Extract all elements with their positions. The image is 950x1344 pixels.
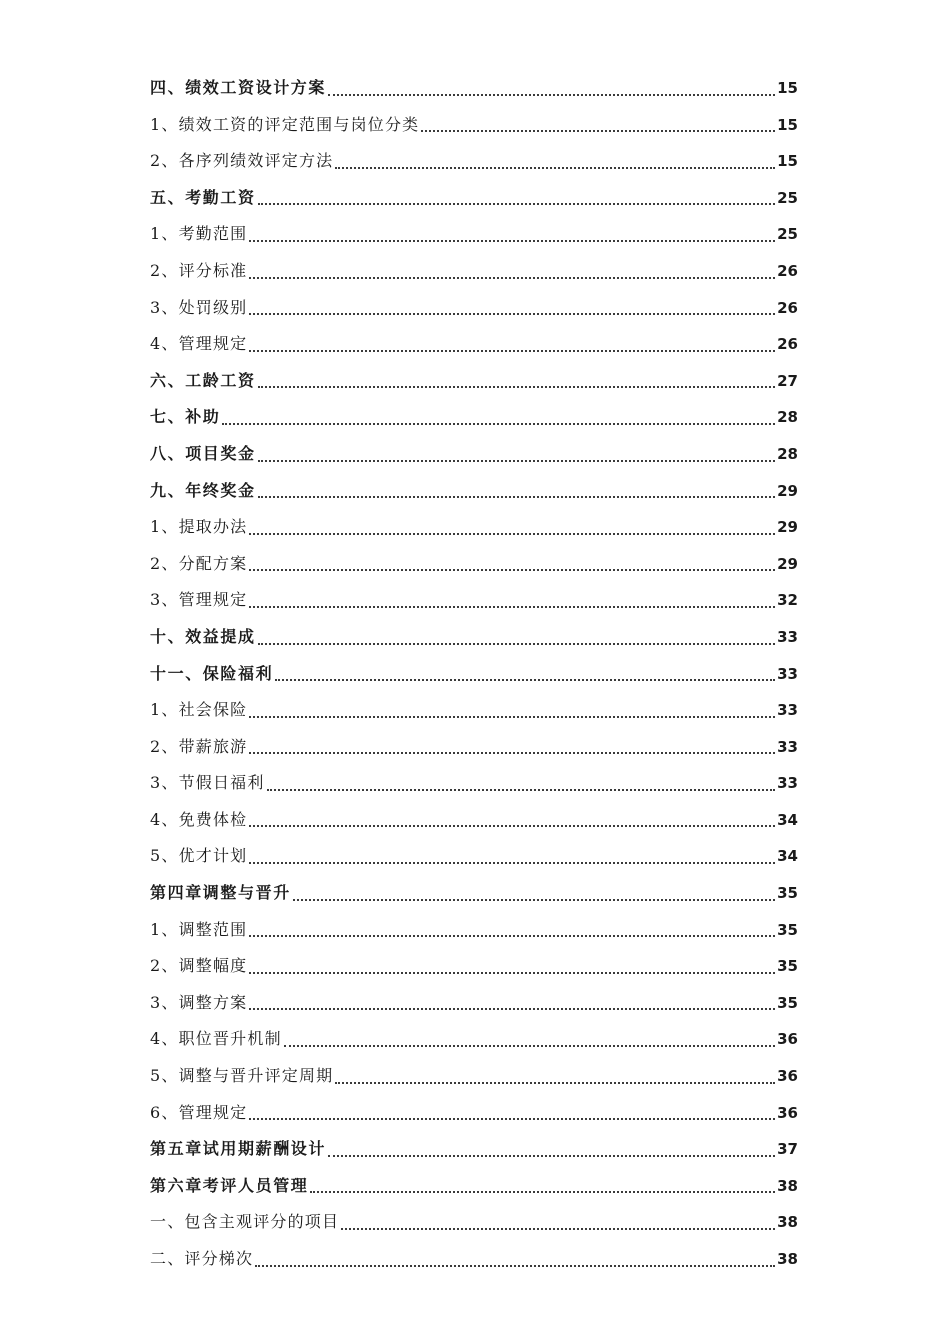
toc-entry-label: 2、各序列绩效评定方法 (150, 151, 334, 171)
toc-dot-leader (249, 533, 775, 535)
toc-entry-page-number: 34 (777, 810, 798, 829)
toc-entry-page-number: 35 (777, 993, 798, 1012)
toc-dot-leader (335, 1082, 775, 1084)
toc-entry-label: 五、考勤工资 (150, 187, 256, 207)
toc-entry-label: 2、评分标准 (150, 260, 248, 280)
toc-entry-label: 6、管理规定 (150, 1102, 248, 1122)
toc-dot-leader (249, 935, 775, 937)
toc-entry-label: 七、补助 (150, 407, 221, 427)
toc-entry-page-number: 33 (777, 774, 798, 793)
toc-dot-leader (249, 716, 775, 718)
toc-dot-leader (249, 313, 775, 315)
toc-entry-label: 3、管理规定 (150, 590, 248, 610)
toc-dot-leader (258, 460, 776, 462)
toc-entry-page-number: 36 (777, 1030, 798, 1049)
toc-entry-page-number: 38 (777, 1213, 798, 1232)
toc-dot-leader (328, 1155, 775, 1157)
toc-entry[interactable] (150, 1021, 798, 1058)
toc-entry-label: 六、工龄工资 (150, 370, 256, 390)
toc-entry[interactable] (150, 1168, 798, 1205)
toc-entry-label: 2、调整幅度 (150, 956, 248, 976)
toc-entry[interactable] (150, 107, 798, 144)
toc-entry-label: 5、调整与晋升评定周期 (150, 1066, 334, 1086)
toc-entry-page-number: 32 (777, 591, 798, 610)
toc-entry-page-number: 38 (777, 1176, 798, 1195)
toc-dot-leader (267, 789, 776, 791)
toc-entry-label: 1、社会保险 (150, 700, 248, 720)
toc-entry-label: 1、提取办法 (150, 517, 248, 537)
toc-entry-label: 一、包含主观评分的项目 (150, 1212, 340, 1232)
toc-entry[interactable] (150, 1058, 798, 1095)
toc-entry-page-number: 25 (777, 188, 798, 207)
toc-entry-label: 1、考勤范围 (150, 224, 248, 244)
toc-entry-label: 1、调整范围 (150, 919, 248, 939)
toc-entry[interactable] (150, 216, 798, 253)
toc-entry-label: 九、年终奖金 (150, 480, 256, 500)
toc-entry[interactable] (150, 473, 798, 510)
toc-entry-page-number: 33 (777, 627, 798, 646)
toc-entry[interactable] (150, 546, 798, 583)
toc-dot-leader (341, 1228, 775, 1230)
toc-entry[interactable] (150, 326, 798, 363)
toc-entry-page-number: 29 (777, 518, 798, 537)
toc-entry-label: 5、优才计划 (150, 846, 248, 866)
toc-entry-page-number: 26 (777, 335, 798, 354)
toc-entry-page-number: 15 (777, 79, 798, 97)
toc-entry-page-number: 35 (777, 920, 798, 939)
toc-entry[interactable] (150, 912, 798, 949)
toc-dot-leader (335, 167, 775, 169)
toc-dot-leader (421, 130, 775, 132)
toc-entry-label: 十、效益提成 (150, 626, 256, 646)
toc-entry-label: 1、绩效工资的评定范围与岗位分类 (150, 114, 420, 134)
toc-dot-leader (249, 277, 775, 279)
toc-dot-leader (275, 679, 775, 681)
toc-dot-leader (258, 203, 776, 205)
toc-entry[interactable] (150, 1095, 798, 1132)
toc-entry-label: 2、带薪旅游 (150, 736, 248, 756)
toc-entry-page-number: 29 (777, 554, 798, 573)
toc-entry-label: 4、职位晋升机制 (150, 1029, 282, 1049)
toc-entry-label: 第四章调整与晋升 (150, 883, 291, 903)
toc-dot-leader (249, 825, 775, 827)
toc-entry-label: 3、处罚级别 (150, 297, 248, 317)
toc-entry[interactable] (150, 692, 798, 729)
toc-entry-page-number: 33 (777, 737, 798, 756)
toc-entry-label: 四、绩效工资设计方案 (150, 78, 327, 97)
table-of-contents (150, 70, 798, 1278)
toc-entry-page-number: 38 (777, 1250, 798, 1268)
toc-dot-leader (328, 94, 775, 96)
toc-entry[interactable] (150, 765, 798, 802)
toc-entry[interactable] (150, 180, 798, 217)
toc-dot-leader (310, 1191, 775, 1193)
toc-entry[interactable] (150, 985, 798, 1022)
toc-entry[interactable] (150, 729, 798, 766)
toc-entry[interactable] (150, 656, 798, 693)
toc-entry-page-number: 28 (777, 444, 798, 463)
toc-entry-label: 二、评分梯次 (150, 1249, 254, 1268)
toc-dot-leader (249, 1118, 775, 1120)
toc-entry-page-number: 33 (777, 701, 798, 720)
toc-dot-leader (258, 386, 776, 388)
toc-dot-leader (249, 350, 775, 352)
toc-entry-page-number: 29 (777, 481, 798, 500)
toc-dot-leader (222, 423, 775, 425)
toc-entry-page-number: 34 (777, 847, 798, 866)
toc-entry-page-number: 35 (777, 957, 798, 976)
toc-entry-page-number: 26 (777, 261, 798, 280)
toc-entry[interactable] (150, 1204, 798, 1241)
toc-entry-page-number: 35 (777, 884, 798, 903)
toc-entry-page-number: 15 (777, 152, 798, 171)
toc-entry-label: 2、分配方案 (150, 553, 248, 573)
toc-entry[interactable] (150, 143, 798, 180)
toc-dot-leader (255, 1265, 775, 1267)
toc-entry[interactable] (150, 619, 798, 656)
toc-entry-label: 第六章考评人员管理 (150, 1175, 309, 1195)
toc-entry-page-number: 27 (777, 371, 798, 390)
toc-entry-label: 4、免费体检 (150, 809, 248, 829)
toc-entry-page-number: 25 (777, 225, 798, 244)
toc-entry-label: 第五章试用期薪酬设计 (150, 1139, 327, 1159)
toc-entry[interactable] (150, 802, 798, 839)
toc-dot-leader (249, 240, 775, 242)
toc-entry-label: 十一、保险福利 (150, 663, 274, 683)
toc-entry[interactable] (150, 436, 798, 473)
toc-entry[interactable] (150, 948, 798, 985)
toc-dot-leader (249, 972, 775, 974)
toc-entry-label: 4、管理规定 (150, 334, 248, 354)
toc-entry-page-number: 33 (777, 664, 798, 683)
toc-entry-page-number: 15 (777, 115, 798, 134)
toc-dot-leader (258, 496, 776, 498)
toc-entry-label: 3、调整方案 (150, 992, 248, 1012)
toc-dot-leader (249, 569, 775, 571)
toc-dot-leader (258, 643, 776, 645)
toc-entry[interactable] (150, 875, 798, 912)
toc-dot-leader (284, 1045, 775, 1047)
toc-dot-leader (293, 899, 775, 901)
toc-entry[interactable] (150, 582, 798, 619)
toc-entry-page-number: 26 (777, 298, 798, 317)
toc-entry[interactable] (150, 363, 798, 400)
toc-entry[interactable] (150, 838, 798, 875)
toc-entry[interactable] (150, 509, 798, 546)
toc-entry[interactable] (150, 290, 798, 327)
toc-entry-page-number: 37 (777, 1140, 798, 1159)
toc-entry[interactable] (150, 1131, 798, 1168)
toc-entry[interactable] (150, 399, 798, 436)
toc-entry-label: 八、项目奖金 (150, 443, 256, 463)
toc-entry[interactable] (150, 253, 798, 290)
toc-dot-leader (249, 606, 775, 608)
toc-entry-page-number: 36 (777, 1103, 798, 1122)
toc-dot-leader (249, 1008, 775, 1010)
toc-entry[interactable] (150, 70, 798, 107)
toc-entry-page-number: 36 (777, 1067, 798, 1086)
toc-entry[interactable] (150, 1241, 798, 1278)
toc-entry-page-number: 28 (777, 408, 798, 427)
toc-dot-leader (249, 862, 775, 864)
toc-dot-leader (249, 752, 775, 754)
toc-entry-label: 3、节假日福利 (150, 773, 265, 793)
